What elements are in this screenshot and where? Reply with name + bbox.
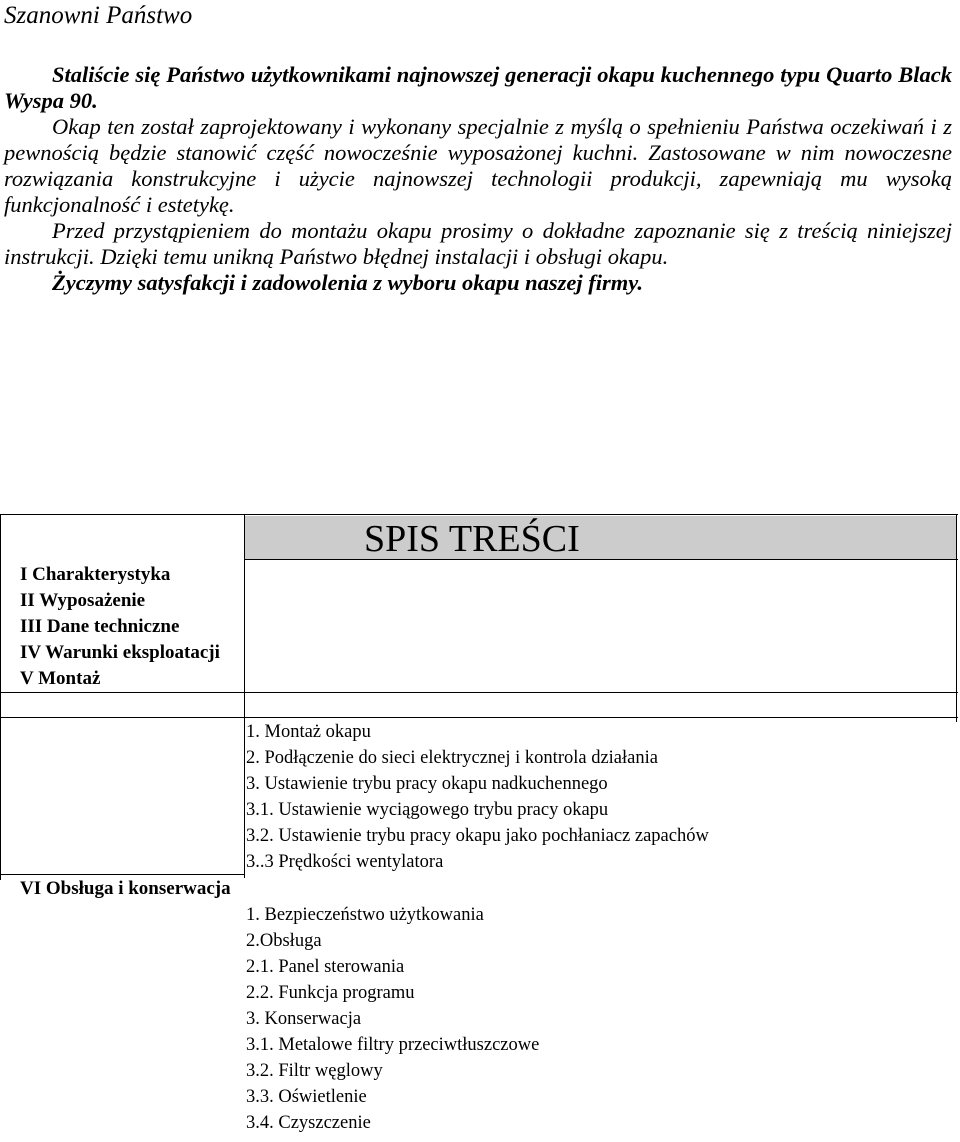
toc-section: IV Warunki eksploatacji [20,642,220,663]
toc-section: I Charakterystyka [20,564,171,585]
toc-border [0,692,958,693]
toc-border [244,514,245,878]
table-of-contents [0,514,958,1142]
toc-subitem: 2. Podłączenie do sieci elektrycznej i kontrola działania [246,748,658,768]
toc-border [0,717,958,718]
toc-section: II Wyposażenie [20,590,146,611]
toc-subitem: 2.Obsługa [246,931,322,951]
toc-subitem: 3.1. Metalowe filtry przeciwtłuszczowe [246,1035,540,1055]
toc-subitem: 3.2. Filtr węglowy [246,1061,383,1081]
toc-subitem: 3. Ustawienie trybu pracy okapu nadkuchennego [246,774,608,794]
toc-section: V Montaż [20,668,101,689]
intro-text [4,62,952,296]
toc-border [0,874,244,875]
toc-subitem: 3.3. Oświetlenie [246,1087,367,1107]
toc-border [0,514,1,880]
greeting: Szanowni Państwo [4,2,193,29]
toc-subitem: 3.4. Czyszczenie [246,1113,371,1133]
toc-section: VI Obsługa i konserwacja [20,878,231,899]
toc-subitem: 1. Bezpieczeństwo użytkowania [246,905,484,925]
toc-subitem: 1. Montaż okapu [246,722,371,742]
toc-title: SPIS TREŚCI [364,518,580,560]
toc-subitem: 3.2. Ustawienie trybu pracy okapu jako pochłaniacz zapachów [246,826,709,846]
intro-paragraph-2: Przed przystąpieniem do montażu okapu prosimy o dokładne zapoznanie się z treścią niniejszej instrukcji. Dzięki temu unikną Państwo błędnej instalacji i obsługi okapu. [4,218,952,269]
toc-section: III Dane techniczne [20,616,180,637]
toc-subitem: 2.1. Panel sterowania [246,957,405,977]
toc-border [956,514,957,722]
intro-lead: Staliście się Państwo użytkownikami najnowszej generacji okapu kuchennego typu Quarto Black Wyspa 90. [4,62,952,113]
toc-subitem: 3..3 Prędkości wentylatora [246,852,444,872]
intro-wish: Życzymy satysfakcji i zadowolenia z wyboru okapu naszej firmy. [52,270,644,295]
intro-paragraph-1: Okap ten został zaprojektowany i wykonany specjalnie z myślą o spełnieniu Państwa oczekiwań i z pewnością będzie stanowić część nowocześnie wyposażonej kuchni. Zastosowane w nim nowoczesne rozwiązania konstrukcyjne i użycie najnowszej technologii produkcji, zapewniają mu wysoką funkcjonalność i estetykę. [4,114,952,217]
toc-border [244,559,958,560]
toc-subitem: 2.2. Funkcja programu [246,983,415,1003]
toc-subitem: 3. Konserwacja [246,1009,362,1029]
toc-header-band [244,516,956,559]
toc-subitem: 3.1. Ustawienie wyciągowego trybu pracy okapu [246,800,609,820]
